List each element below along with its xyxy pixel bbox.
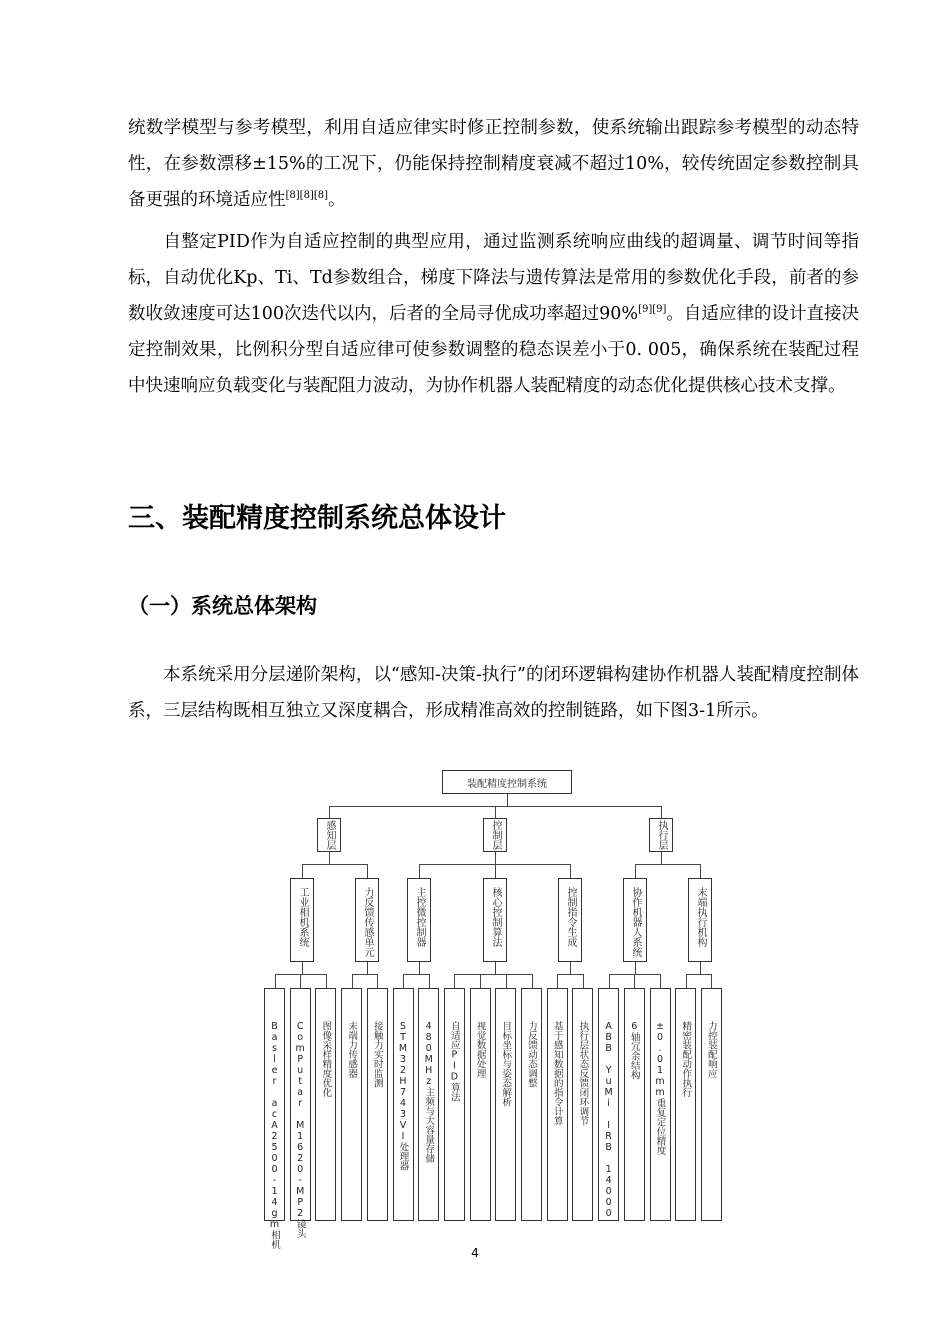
- leaf-box: [290, 988, 311, 1238]
- connector-line: [403, 974, 430, 975]
- node-label: 控制指令生成: [565, 887, 576, 947]
- node-label: Basler acA2500-14gm相机: [269, 1021, 280, 1249]
- connector-line: [609, 974, 610, 988]
- connector-line: [700, 864, 701, 878]
- node-label: 核心控制算法: [490, 887, 501, 947]
- connector-line: [495, 864, 496, 878]
- node-label: 图像采样精度优化: [320, 1021, 332, 1097]
- citation: [9][9]: [638, 304, 667, 315]
- connector-line: [661, 806, 662, 818]
- node-label: 目标坐标与姿态解析: [500, 1021, 512, 1107]
- connector-line: [660, 974, 661, 988]
- node-label: 主控微控制器: [414, 887, 425, 947]
- connector-line: [570, 864, 571, 878]
- connector-line: [302, 962, 303, 974]
- leaf-box: [264, 988, 285, 1249]
- leaf-box: [393, 988, 414, 1221]
- paragraph-2: [128, 224, 859, 404]
- module-box: [623, 878, 647, 962]
- connector-line: [300, 974, 301, 988]
- paragraph-3-text: 本系统采用分层递阶架构，以“感知-决策-执行”的闭环逻辑构建协作机器人装配精度控制体系，三层结构既相互独立又深度耦合，形成精准高效的控制链路，如下图3-1所示。: [128, 665, 859, 721]
- node-label: 6轴冗余结构: [628, 1021, 640, 1080]
- paragraph-3: [128, 657, 859, 729]
- module-box: [688, 878, 712, 962]
- node-label: STM32H743VI处理器: [397, 1021, 409, 1171]
- connector-line: [507, 794, 508, 806]
- diagram-root-label: 装配精度控制系统: [467, 778, 547, 790]
- leaf-box: [521, 988, 542, 1221]
- connector-line: [495, 806, 496, 818]
- node-label: 精密装配动作执行: [680, 1021, 692, 1097]
- connector-line: [495, 962, 496, 974]
- connector-line: [700, 962, 701, 974]
- connector-line: [557, 974, 584, 975]
- leaf-box: [598, 988, 619, 1221]
- node-label: 末端力传感器: [346, 1021, 358, 1078]
- connector-line: [570, 962, 571, 974]
- connector-line: [329, 806, 330, 818]
- node-label: 执行层: [656, 820, 667, 850]
- leaf-box: [470, 988, 491, 1221]
- connector-line: [329, 852, 330, 864]
- paragraph-2-text: 自整定PID作为自适应控制的典型应用，通过监测系统响应曲线的超调量、调节时间等指标，自动优化Kp、Ti、Td参数组合，梯度下降法与遗传算法是常用的参数优化手段，前者的参数收敛速度可达100次迭代以内，后者的全局寻优成功率超过90%: [128, 232, 859, 324]
- connector-line: [557, 974, 558, 988]
- connector-line: [367, 962, 368, 974]
- page-number: 4: [471, 1246, 479, 1260]
- node-label: 工业相机系统: [297, 887, 308, 947]
- node-label: 力反馈动态调整: [526, 1021, 537, 1088]
- connector-line: [661, 852, 662, 864]
- connector-line: [532, 974, 533, 988]
- paragraph-1-end: 。: [328, 190, 346, 210]
- leaf-box: [547, 988, 568, 1221]
- connector-line: [454, 974, 532, 975]
- layer-box: [317, 818, 341, 852]
- paragraph-1: [128, 110, 859, 218]
- paragraph-1-text: 统数学模型与参考模型，利用自适应律实时修正控制参数，使系统输出跟踪参考模型的动态特性，在参数漂移±15%的工况下，仍能保持控制精度衰减不超过10%，较传统固定参数控制具备更强的环境适应性: [128, 118, 859, 210]
- node-label: 接触力实时监测: [371, 1021, 383, 1088]
- layer-box: [483, 818, 507, 852]
- node-label: 力反馈传感单元: [362, 887, 373, 957]
- connector-line: [634, 974, 635, 988]
- module-box: [483, 878, 507, 962]
- node-label: 控制层: [490, 820, 501, 850]
- node-label: 480MHz主频与大容量存储: [423, 1021, 435, 1163]
- leaf-box: [624, 988, 645, 1221]
- node-label: 基于感知数据的指令计算: [551, 1021, 563, 1126]
- connector-line: [352, 974, 353, 988]
- connector-line: [711, 974, 712, 988]
- connector-line: [429, 974, 430, 988]
- citation: [8][8][8]: [285, 190, 328, 201]
- diagram-root-box: [442, 770, 572, 794]
- module-box: [407, 878, 431, 962]
- leaf-box: [341, 988, 362, 1221]
- connector-line: [506, 974, 507, 988]
- node-label: ABB YuMi IRB 14000: [603, 1021, 615, 1219]
- node-label: 执行层状态反馈闭环调节: [577, 1021, 589, 1126]
- connector-line: [275, 974, 276, 988]
- connector-line: [686, 974, 713, 975]
- layer-box: [649, 818, 673, 852]
- leaf-box: [650, 988, 671, 1221]
- connector-line: [635, 864, 636, 878]
- connector-line: [302, 864, 368, 865]
- subsection-heading: （一）系统总体架构: [128, 594, 317, 618]
- node-label: 视觉数据处理: [474, 1021, 486, 1078]
- connector-line: [419, 962, 420, 974]
- leaf-box: [418, 988, 439, 1221]
- connector-line: [352, 974, 379, 975]
- node-label: 自适应PID算法: [448, 1021, 460, 1102]
- leaf-box: [675, 988, 696, 1221]
- connector-line: [480, 974, 481, 988]
- leaf-box: [367, 988, 388, 1221]
- connector-line: [635, 962, 636, 974]
- leaf-box: [495, 988, 516, 1221]
- module-box: [558, 878, 582, 962]
- connector-line: [377, 974, 378, 988]
- section-heading: 三、装配精度控制系统总体设计: [128, 503, 506, 534]
- connector-line: [367, 864, 368, 878]
- node-label: 感知层: [324, 820, 335, 850]
- module-box: [290, 878, 314, 962]
- system-architecture-diagram: [240, 765, 740, 1249]
- leaf-box: [572, 988, 593, 1221]
- node-label: 力控装配响应: [705, 1021, 717, 1078]
- leaf-box: [444, 988, 465, 1221]
- connector-line: [635, 864, 701, 865]
- leaf-box: [315, 988, 336, 1221]
- module-box: [355, 878, 379, 962]
- connector-line: [583, 974, 584, 988]
- paragraph-2-rest: 。自适应律的设计直接决定控制效果，比例积分型自适应律可使参数调整的稳态误差小于0. 005，确保系统在装配过程中快速响应负载变化与装配阻力波动，为协作机器人装配精度的动态优化提供核心技术支撑。: [128, 304, 860, 396]
- node-label: 末端执行机构: [695, 887, 706, 947]
- connector-line: [403, 974, 404, 988]
- connector-line: [686, 974, 687, 988]
- leaf-box: [701, 988, 722, 1221]
- connector-line: [326, 974, 327, 988]
- node-label: ±0.01mm重复定位精度: [654, 1021, 666, 1155]
- connector-line: [302, 864, 303, 878]
- connector-line: [495, 852, 496, 864]
- connector-line: [454, 974, 455, 988]
- node-label: 协作机器人系统: [630, 887, 641, 957]
- node-label: ComPutar M1620-MP2镜头: [294, 1021, 306, 1238]
- connector-line: [419, 864, 420, 878]
